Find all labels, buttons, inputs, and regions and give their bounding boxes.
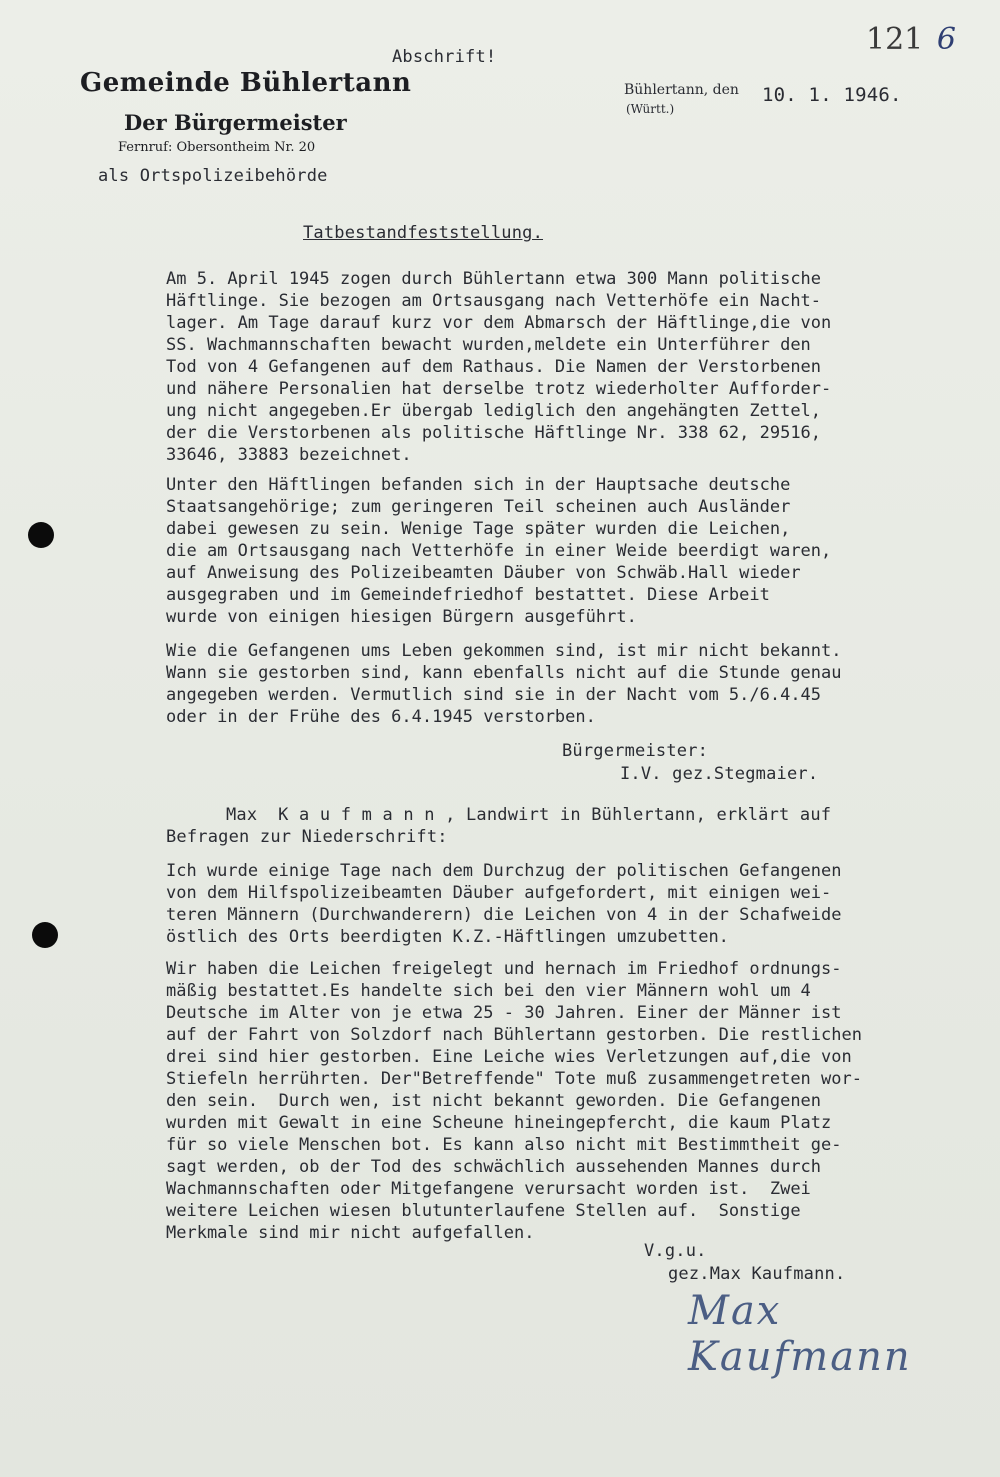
place-label: Bühlertann, den	[624, 82, 739, 98]
text-line: Deutsche im Alter von je etwa 25 - 30 Jahren. Einer der Männer ist	[166, 1003, 842, 1023]
letterhead-municipality: Gemeinde Bühlertann	[80, 68, 412, 98]
text-line: östlich des Orts beerdigten K.Z.-Häftlingen umzubetten.	[166, 927, 729, 947]
report-paragraph-2	[166, 474, 986, 628]
state-label: (Württ.)	[626, 102, 675, 116]
statement-intro-line-1: Max K a u f m a n n , Landwirt in Bühlertann, erklärt auf	[226, 805, 832, 825]
text-line: die am Ortsausgang nach Vetterhöfe in einer Weide beerdigt waren,	[166, 541, 832, 561]
statement-paragraph-2	[166, 958, 986, 1244]
mayor-role: Bürgermeister:	[562, 741, 709, 761]
text-line: Wann sie gestorben sind, kann ebenfalls nicht auf die Stunde genau	[166, 663, 842, 683]
punch-hole-upper	[28, 522, 54, 548]
text-line: Ich wurde einige Tage nach dem Durchzug der politischen Gefangenen	[166, 861, 842, 881]
report-paragraph-3	[166, 640, 986, 728]
text-line: SS. Wachmannschaften bewacht wurden,meldete ein Unterführer den	[166, 335, 811, 355]
text-line: Unter den Häftlingen befanden sich in der Hauptsache deutsche	[166, 475, 791, 495]
letterhead-office: Der Bürgermeister	[124, 110, 347, 135]
text-line: Wie die Gefangenen ums Leben gekommen sind, ist mir nicht bekannt.	[166, 641, 842, 661]
text-line: auf der Fahrt von Solzdorf nach Bühlertann gestorben. Die restlichen	[166, 1025, 862, 1045]
text-line: Merkmale sind mir nicht aufgefallen.	[166, 1223, 535, 1243]
statement-paragraph-1	[166, 860, 986, 948]
text-line: und nähere Personalien hat derselbe trotz wiederholter Aufforder-	[166, 379, 832, 399]
text-line: wurden mit Gewalt in eine Scheune hineingepfercht, die kaum Platz	[166, 1113, 832, 1133]
text-line: von dem Hilfspolizeibeamten Däuber aufgefordert, mit einigen wei-	[166, 883, 832, 903]
kaufmann-handwritten-signature: Max Kaufmann	[688, 1288, 912, 1380]
kaufmann-typed-signature: gez.Max Kaufmann.	[668, 1264, 846, 1284]
document-date: 10. 1. 1946.	[762, 84, 902, 106]
page-number-mark: 6	[936, 22, 956, 57]
text-line: lager. Am Tage darauf kurz vor dem Abmarsch der Häftlinge,die von	[166, 313, 832, 333]
text-line: Staatsangehörige; zum geringeren Teil scheinen auch Ausländer	[166, 497, 791, 517]
document-title: Tatbestandfeststellung.	[303, 223, 544, 243]
text-line: Stiefeln herrührten. Der"Betreffende" Tote muß zusammengetreten wor-	[166, 1069, 862, 1089]
text-line: den sein. Durch wen, ist nicht bekannt geworden. Die Gefangenen	[166, 1091, 822, 1111]
text-line: angegeben werden. Vermutlich sind sie in der Nacht vom 5./6.4.45	[166, 685, 822, 705]
text-line: oder in der Frühe des 6.4.1945 verstorben.	[166, 707, 596, 727]
text-line: Häftlinge. Sie bezogen am Ortsausgang nach Vetterhöfe ein Nacht-	[166, 291, 822, 311]
text-line: mäßig bestattet.Es handelte sich bei den vier Männern wohl um 4	[166, 981, 811, 1001]
text-line: ausgegraben und im Gemeindefriedhof bestattet. Diese Arbeit	[166, 585, 770, 605]
statement-intro-line-2: Befragen zur Niederschrift:	[166, 827, 448, 847]
text-line: Wachmannschaften oder Mitgefangene verursacht worden ist. Zwei	[166, 1179, 811, 1199]
text-line: wurde von einigen hiesigen Bürgern ausgeführt.	[166, 607, 637, 627]
text-line: Am 5. April 1945 zogen durch Bühlertann etwa 300 Mann politische	[166, 269, 822, 289]
text-line: Tod von 4 Gefangenen auf dem Rathaus. Die Namen der Verstorbenen	[166, 357, 822, 377]
text-line: weitere Leichen wiesen blutunterlaufene Stellen auf. Sonstige	[166, 1201, 801, 1221]
copy-mark: Abschrift!	[392, 47, 497, 67]
text-line: 33646, 33883 bezeichnet.	[166, 445, 412, 465]
text-line: teren Männern (Durchwanderern) die Leichen von 4 in der Schafweide	[166, 905, 842, 925]
text-line: sagt werden, ob der Tod des schwächlich aussehenden Mannes durch	[166, 1157, 822, 1177]
letterhead-phone: Fernruf: Obersontheim Nr. 20	[118, 140, 316, 155]
text-line: auf Anweisung des Polizeibeamten Däuber von Schwäb.Hall wieder	[166, 563, 801, 583]
report-paragraph-1	[166, 268, 986, 466]
text-line: für so viele Menschen bot. Es kann also nicht mit Bestimmtheit ge-	[166, 1135, 842, 1155]
text-line: dabei gewesen zu sein. Wenige Tage später wurden die Leichen,	[166, 519, 791, 539]
text-line: der die Verstorbenen als politische Häftlinge Nr. 338 62, 29516,	[166, 423, 822, 443]
text-line: ung nicht angegeben.Er übergab lediglich den angehängten Zettel,	[166, 401, 822, 421]
letterhead-authority: als Ortspolizeibehörde	[98, 166, 328, 186]
text-line: Wir haben die Leichen freigelegt und hernach im Friedhof ordnungs-	[166, 959, 842, 979]
vgu-mark: V.g.u.	[644, 1241, 707, 1261]
text-line: drei sind hier gestorben. Eine Leiche wies Verletzungen auf,die von	[166, 1047, 852, 1067]
mayor-signature: I.V. gez.Stegmaier.	[620, 764, 819, 784]
page-number: 121 6	[866, 22, 956, 57]
punch-hole-lower	[32, 922, 58, 948]
